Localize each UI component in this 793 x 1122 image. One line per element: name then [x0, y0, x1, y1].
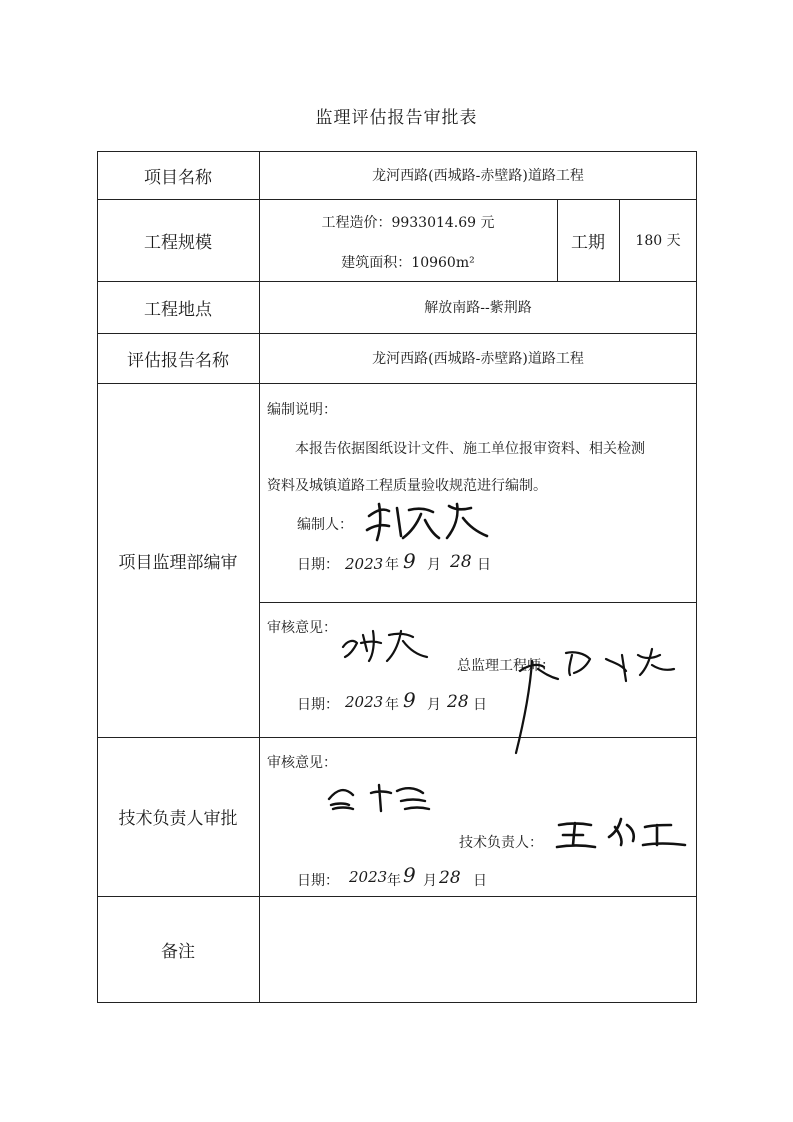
supervisor-date-label: 日期：: [297, 697, 339, 713]
chief-engineer-label: 总监理工程师：: [457, 658, 555, 674]
supervisor-date-day-char: 日: [473, 697, 487, 713]
tech-lead-signature-image: [549, 811, 697, 856]
column-divider: [259, 151, 260, 1003]
supervisor-opinion-signature-image: [337, 621, 447, 666]
location-value: 解放南路--紫荆路: [424, 300, 532, 316]
tech-date-month-char: 月: [423, 873, 437, 889]
compile-note-line2: 资料及城镇道路工程质量验收规范进行编制。: [267, 478, 547, 494]
compiler-signature-image: [359, 496, 499, 546]
compile-date-month-char: 月: [427, 557, 441, 573]
tech-date-day: 28: [439, 868, 461, 888]
scale-label: 工程规模: [144, 232, 212, 253]
row-divider-partial: [259, 602, 697, 603]
compile-date-month: 9: [403, 549, 416, 573]
compile-date-label: 日期：: [297, 557, 339, 573]
compile-date-day-char: 日: [477, 557, 491, 573]
report-name-value: 龙河西路(西城路-赤壁路)道路工程: [372, 351, 584, 367]
scale-cost: 工程造价：9933014.69 元: [321, 215, 495, 231]
form-title: 监理评估报告审批表: [315, 108, 478, 128]
tech-date-year: 2023: [349, 868, 388, 886]
chief-engineer-signature-image: [502, 641, 692, 761]
approval-form-table: [97, 151, 697, 1003]
compile-date-year: 2023: [345, 555, 384, 573]
tech-date-day-char: 日: [473, 873, 487, 889]
supervisor-opinion-label: 审核意见：: [267, 620, 337, 636]
compile-date-day: 28: [450, 552, 472, 572]
period-label: 工期: [571, 232, 605, 253]
compiler-label: 编制人：: [297, 517, 353, 533]
project-name-value: 龙河西路(西城路-赤壁路)道路工程: [372, 168, 584, 184]
tech-opinion-label: 审核意见：: [267, 755, 337, 771]
compile-note-line1: 本报告依据图纸设计文件、施工单位报审资料、相关检测: [295, 441, 645, 457]
compile-note-title: 编制说明：: [267, 402, 337, 418]
compile-review-label: 项目监理部编审: [118, 552, 238, 573]
tech-date-year-char: 年: [387, 873, 401, 889]
tech-approval-label: 技术负责人审批: [118, 809, 238, 829]
location-label: 工程地点: [144, 299, 212, 320]
supervisor-date-year: 2023: [345, 693, 384, 711]
remarks-label: 备注: [161, 941, 195, 962]
supervisor-date-month-char: 月: [427, 697, 441, 713]
report-name-label: 评估报告名称: [127, 350, 229, 371]
tech-date-month: 9: [403, 863, 416, 887]
remarks-value: [259, 896, 697, 1002]
scale-area: 建筑面积：10960m²: [341, 255, 475, 271]
table-border-bottom: [97, 1002, 697, 1003]
period-value: 180 天: [635, 233, 681, 249]
supervisor-date-month: 9: [403, 688, 416, 712]
supervisor-date-year-char: 年: [385, 697, 399, 713]
tech-lead-label: 技术负责人：: [459, 835, 543, 851]
project-name-label: 项目名称: [144, 167, 212, 188]
tech-opinion-signature-image: [319, 777, 449, 817]
tech-date-label: 日期：: [297, 873, 339, 889]
supervisor-date-day: 28: [447, 692, 469, 712]
compile-date-year-char: 年: [385, 557, 399, 573]
